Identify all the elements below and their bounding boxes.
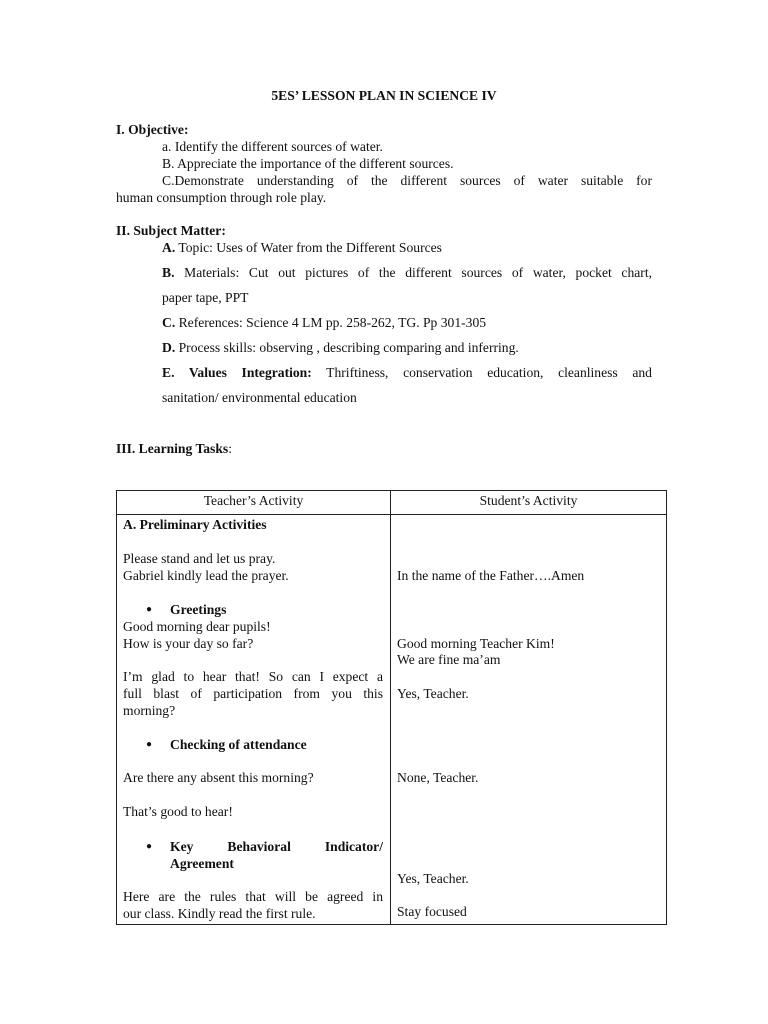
student-stay-focused: Stay focused [397,904,467,919]
materials-label: B. [162,265,175,280]
learning-tasks-table [116,490,667,925]
learning-tasks-heading [116,440,232,457]
materials-text-line2: paper tape, PPT [162,290,249,305]
teacher-glad-line2: full blast of participation from you this [123,686,383,701]
bullet-icon: ● [146,604,153,615]
teacher-greet-line1: Good morning dear pupils! [123,619,271,634]
values-text: Thriftiness, conservation education, cleanliness and [311,365,652,380]
page-title: 5ES’ LESSON PLAN IN SCIENCE IV [271,88,497,103]
teacher-glad-line1: I’m glad to hear that! So can I expect a [123,669,383,684]
teacher-activity-cell [117,515,391,925]
student-fine: We are fine ma’am [397,652,501,667]
subject-matter-references [162,314,486,331]
student-none: None, Teacher. [397,770,479,785]
teacher-good-to-hear: That’s good to hear! [123,804,233,819]
subject-matter-values [162,364,652,381]
bullet-icon: ● [146,841,153,852]
teacher-rules-line1: Here are the rules that will be agreed in [123,889,383,904]
preliminary-activities-heading: A. Preliminary Activities [123,517,267,532]
subject-matter-materials [162,264,652,281]
references-label: C. [162,315,176,330]
teacher-greet-line2: How is your day so far? [123,636,254,651]
student-amen: In the name of the Father….Amen [397,568,585,583]
teacher-glad-line3: morning? [123,703,176,718]
kbi-heading-line1: Key Behavioral Indicator/ [170,839,383,854]
student-good-morning: Good morning Teacher Kim! [397,636,555,651]
objective-c-line2: human consumption through role play. [116,190,327,205]
process-skills-text: Process skills: observing , describing comparing and inferring. [175,340,519,355]
bullet-icon: ● [146,739,153,750]
student-activity-cell [391,515,667,925]
topic-text: Topic: Uses of Water from the Different Sources [175,240,442,255]
topic-label: A. [162,240,176,255]
subject-matter-heading: II. Subject Matter: [116,223,226,238]
teacher-activity-header: Teacher’s Activity [117,491,391,515]
objective-a: a. Identify the different sources of water. [162,139,383,154]
kbi-heading-line2: Agreement [170,856,234,871]
subject-matter-topic [162,239,442,256]
student-yes-1: Yes, Teacher. [397,686,469,701]
learning-tasks-label: III. Learning Tasks [116,441,229,456]
teacher-pray-line1: Please stand and let us pray. [123,551,276,566]
materials-text: Materials: Cut out pictures of the different sources of water, pocket chart, [174,265,652,280]
values-text-line2: sanitation/ environmental education [162,390,357,405]
learning-tasks-colon: : [228,441,232,456]
student-activity-header: Student’s Activity [391,491,667,515]
greetings-heading: Greetings [170,602,227,617]
teacher-pray-line2: Gabriel kindly lead the prayer. [123,568,289,583]
objective-b: B. Appreciate the importance of the different sources. [162,156,454,171]
process-skills-label: D. [162,340,176,355]
subject-matter-process-skills [162,339,519,356]
objective-heading: I. Objective: [116,122,189,137]
references-text: References: Science 4 LM pp. 258-262, TG. Pp 301-305 [175,315,487,330]
teacher-absent-question: Are there any absent this morning? [123,770,314,785]
attendance-heading: Checking of attendance [170,737,307,752]
objective-c-line1: C.Demonstrate understanding of the different sources of water suitable for [162,173,652,188]
values-label: E. Values Integration: [162,365,312,380]
teacher-rules-line2: our class. Kindly read the first rule. [123,906,316,921]
student-yes-2: Yes, Teacher. [397,871,469,886]
